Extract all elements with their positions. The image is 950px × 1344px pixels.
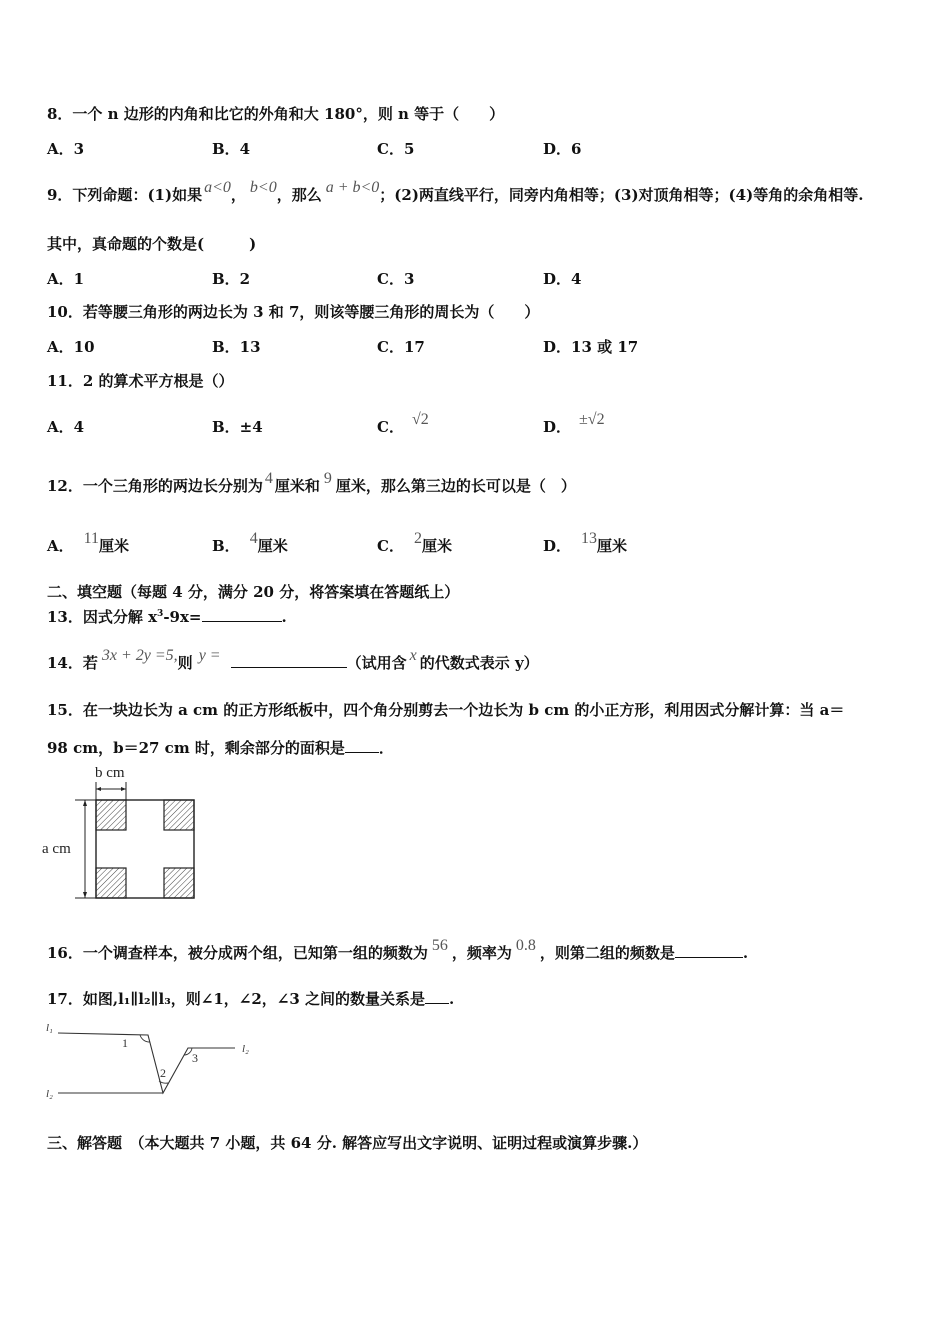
q11-option-a: A．4: [47, 418, 85, 436]
q12-option-c-label: C．: [377, 537, 404, 555]
fig-corner-tl: [96, 800, 126, 830]
q14-text-4: 的代数式表示 y）: [419, 654, 539, 672]
fig-angle-3: 3: [192, 1051, 198, 1065]
q12-option-b-unit: 厘米: [257, 537, 288, 555]
q8-option-c: C．5: [377, 140, 415, 158]
q12-math-9: 9: [323, 470, 332, 487]
q12-option-a-label: A．: [47, 537, 74, 555]
q12-text-1: 12．一个三角形的两边长分别为: [47, 477, 263, 495]
fig-l2-label: l₂: [242, 1043, 249, 1055]
fig-angle-2: 2: [160, 1066, 166, 1080]
q11-option-b: B．±4: [212, 418, 263, 436]
q11-option-c-label: C．: [377, 418, 404, 436]
q10-option-b: B．13: [212, 338, 261, 356]
q12-option-b-value: 4: [249, 530, 258, 547]
q12-option-a: [47, 530, 130, 556]
q15-end: ．: [378, 739, 394, 757]
fig-label-a: a cm: [42, 841, 71, 857]
q8-option-b: B．4: [212, 140, 251, 158]
q9-option-a: A．1: [47, 270, 85, 288]
q13-superscript: 3: [157, 609, 164, 619]
q9-stem: [47, 179, 864, 205]
q12-text-2: 厘米和: [274, 477, 320, 495]
q14-text-3: （试用含: [346, 654, 407, 672]
q8-option-d: D．6: [543, 140, 582, 158]
q12-stem: [47, 470, 576, 496]
q16-math-56: 56: [431, 937, 448, 954]
q11-option-c-sqrt: √2: [411, 411, 429, 428]
q15-answer-blank[interactable]: [345, 738, 379, 753]
q9-text-3: ；(2)两直线平行，同旁内角相等；(3)对顶角相等；(4)等角的余角相等.: [379, 186, 864, 204]
q10-option-a: A．10: [47, 338, 95, 356]
q12-math-4: 4: [264, 470, 273, 487]
q14-text-1: 14．若: [47, 654, 98, 672]
fig-l2-bottom-label: l₂: [46, 1088, 53, 1100]
q12-text-3: 厘米，那么第三边的长可以是（ ）: [335, 477, 576, 495]
q14-math-y: y =: [198, 647, 221, 664]
q15-square-figure: [40, 760, 210, 905]
q16-text-3: ，则第二组的频数是: [539, 944, 675, 962]
q8-option-a: A．3: [47, 140, 85, 158]
fig-angle-1: 1: [122, 1036, 128, 1050]
q17-parallel-lines-figure: [40, 1015, 270, 1110]
q16-end: .: [742, 944, 749, 962]
q13-text-1: 13．因式分解 x: [47, 608, 158, 626]
q9-math-sum: a + b<0: [325, 179, 380, 196]
q12-option-c-unit: 厘米: [421, 537, 452, 555]
q16-text-2: ，频率为: [451, 944, 512, 962]
q14-stem: [47, 647, 539, 673]
q12-option-d-value: 13: [581, 530, 598, 547]
fig-corner-br: [164, 868, 194, 898]
q8-stem: 8．一个 n 边形的内角和比它的外角和大 180°，则 n 等于（ ）: [47, 105, 505, 123]
q17-stem: [47, 988, 454, 1009]
q10-option-d: D．13 或 17: [543, 338, 639, 356]
q9-line2: 其中，真命题的个数是( ): [47, 235, 257, 253]
q10-option-c: C．17: [377, 338, 425, 356]
section-3-heading: 三、解答题 （本大题共 7 小题，共 64 分. 解答应写出文字说明、证明过程或演算步骤.）: [47, 1134, 648, 1152]
q9-option-b: B．2: [212, 270, 251, 288]
q16-math-0-8: 0.8: [515, 937, 536, 954]
q14-text-2: 则: [177, 654, 193, 672]
q11-option-d: [543, 411, 605, 437]
q9-option-d: D．4: [543, 270, 582, 288]
q15-text: 98 cm，b＝27 cm 时，剩余部分的面积是: [47, 739, 345, 757]
fig-corner-tr: [164, 800, 194, 830]
q12-option-a-unit: 厘米: [99, 537, 130, 555]
q13-text-2: -9x=: [163, 608, 202, 626]
q13-answer-blank[interactable]: [202, 607, 282, 622]
fig-corner-bl: [96, 868, 126, 898]
q12-option-d-label: D．: [543, 537, 572, 555]
q16-text-1: 16．一个调查样本，被分成两个组，已知第一组的频数为: [47, 944, 428, 962]
q14-answer-blank[interactable]: [231, 653, 347, 668]
q17-end: .: [449, 990, 455, 1008]
q17-answer-blank[interactable]: [425, 989, 449, 1004]
fig-l1-label: l₁: [46, 1022, 53, 1034]
q12-option-b-label: B．: [212, 537, 240, 555]
q11-option-d-label: D．: [543, 418, 572, 436]
q12-option-c: [377, 530, 452, 556]
q15-line2: [47, 737, 394, 758]
q9-text-2: ，那么: [276, 186, 322, 204]
q11-option-c: [377, 411, 429, 437]
q13-stem: [47, 606, 287, 627]
q13-end: .: [281, 608, 287, 626]
q12-option-a-value: 11: [83, 530, 100, 547]
q12-option-d: [543, 530, 628, 556]
q9-comma: ，: [230, 186, 246, 204]
q9-text-1: 9．下列命题：(1)如果: [47, 186, 203, 204]
section-2-heading: 二、填空题（每题 4 分，满分 20 分，将答案填在答题纸上）: [47, 583, 460, 601]
q10-stem: 10．若等腰三角形的两边长为 3 和 7，则该等腰三角形的周长为（ ）: [47, 303, 540, 321]
q12-option-b: [212, 530, 288, 556]
q11-option-d-sqrt: ±√2: [579, 411, 605, 428]
q9-math-a: a<0: [204, 179, 231, 196]
q9-option-c: C．3: [377, 270, 415, 288]
q9-math-b: b<0: [249, 179, 277, 196]
q14-math-x: x: [409, 647, 417, 664]
q12-option-c-value: 2: [413, 530, 422, 547]
q16-stem: [47, 937, 749, 963]
fig-label-b: b cm: [95, 765, 125, 781]
q12-option-d-unit: 厘米: [597, 537, 628, 555]
q17-text: 17．如图,l₁∥l₂∥l₃，则∠1，∠2，∠3 之间的数量关系是: [47, 990, 426, 1008]
q14-math-equation: 3x + 2y =5,: [101, 647, 178, 664]
q16-answer-blank[interactable]: [675, 943, 743, 958]
q11-stem: 11．2 的算术平方根是（）: [47, 372, 234, 390]
q15-line1: 15．在一块边长为 a cm 的正方形纸板中，四个角分别剪去一个边长为 b cm 的小正方形，利用因式分解计算：当 a＝: [47, 701, 845, 719]
